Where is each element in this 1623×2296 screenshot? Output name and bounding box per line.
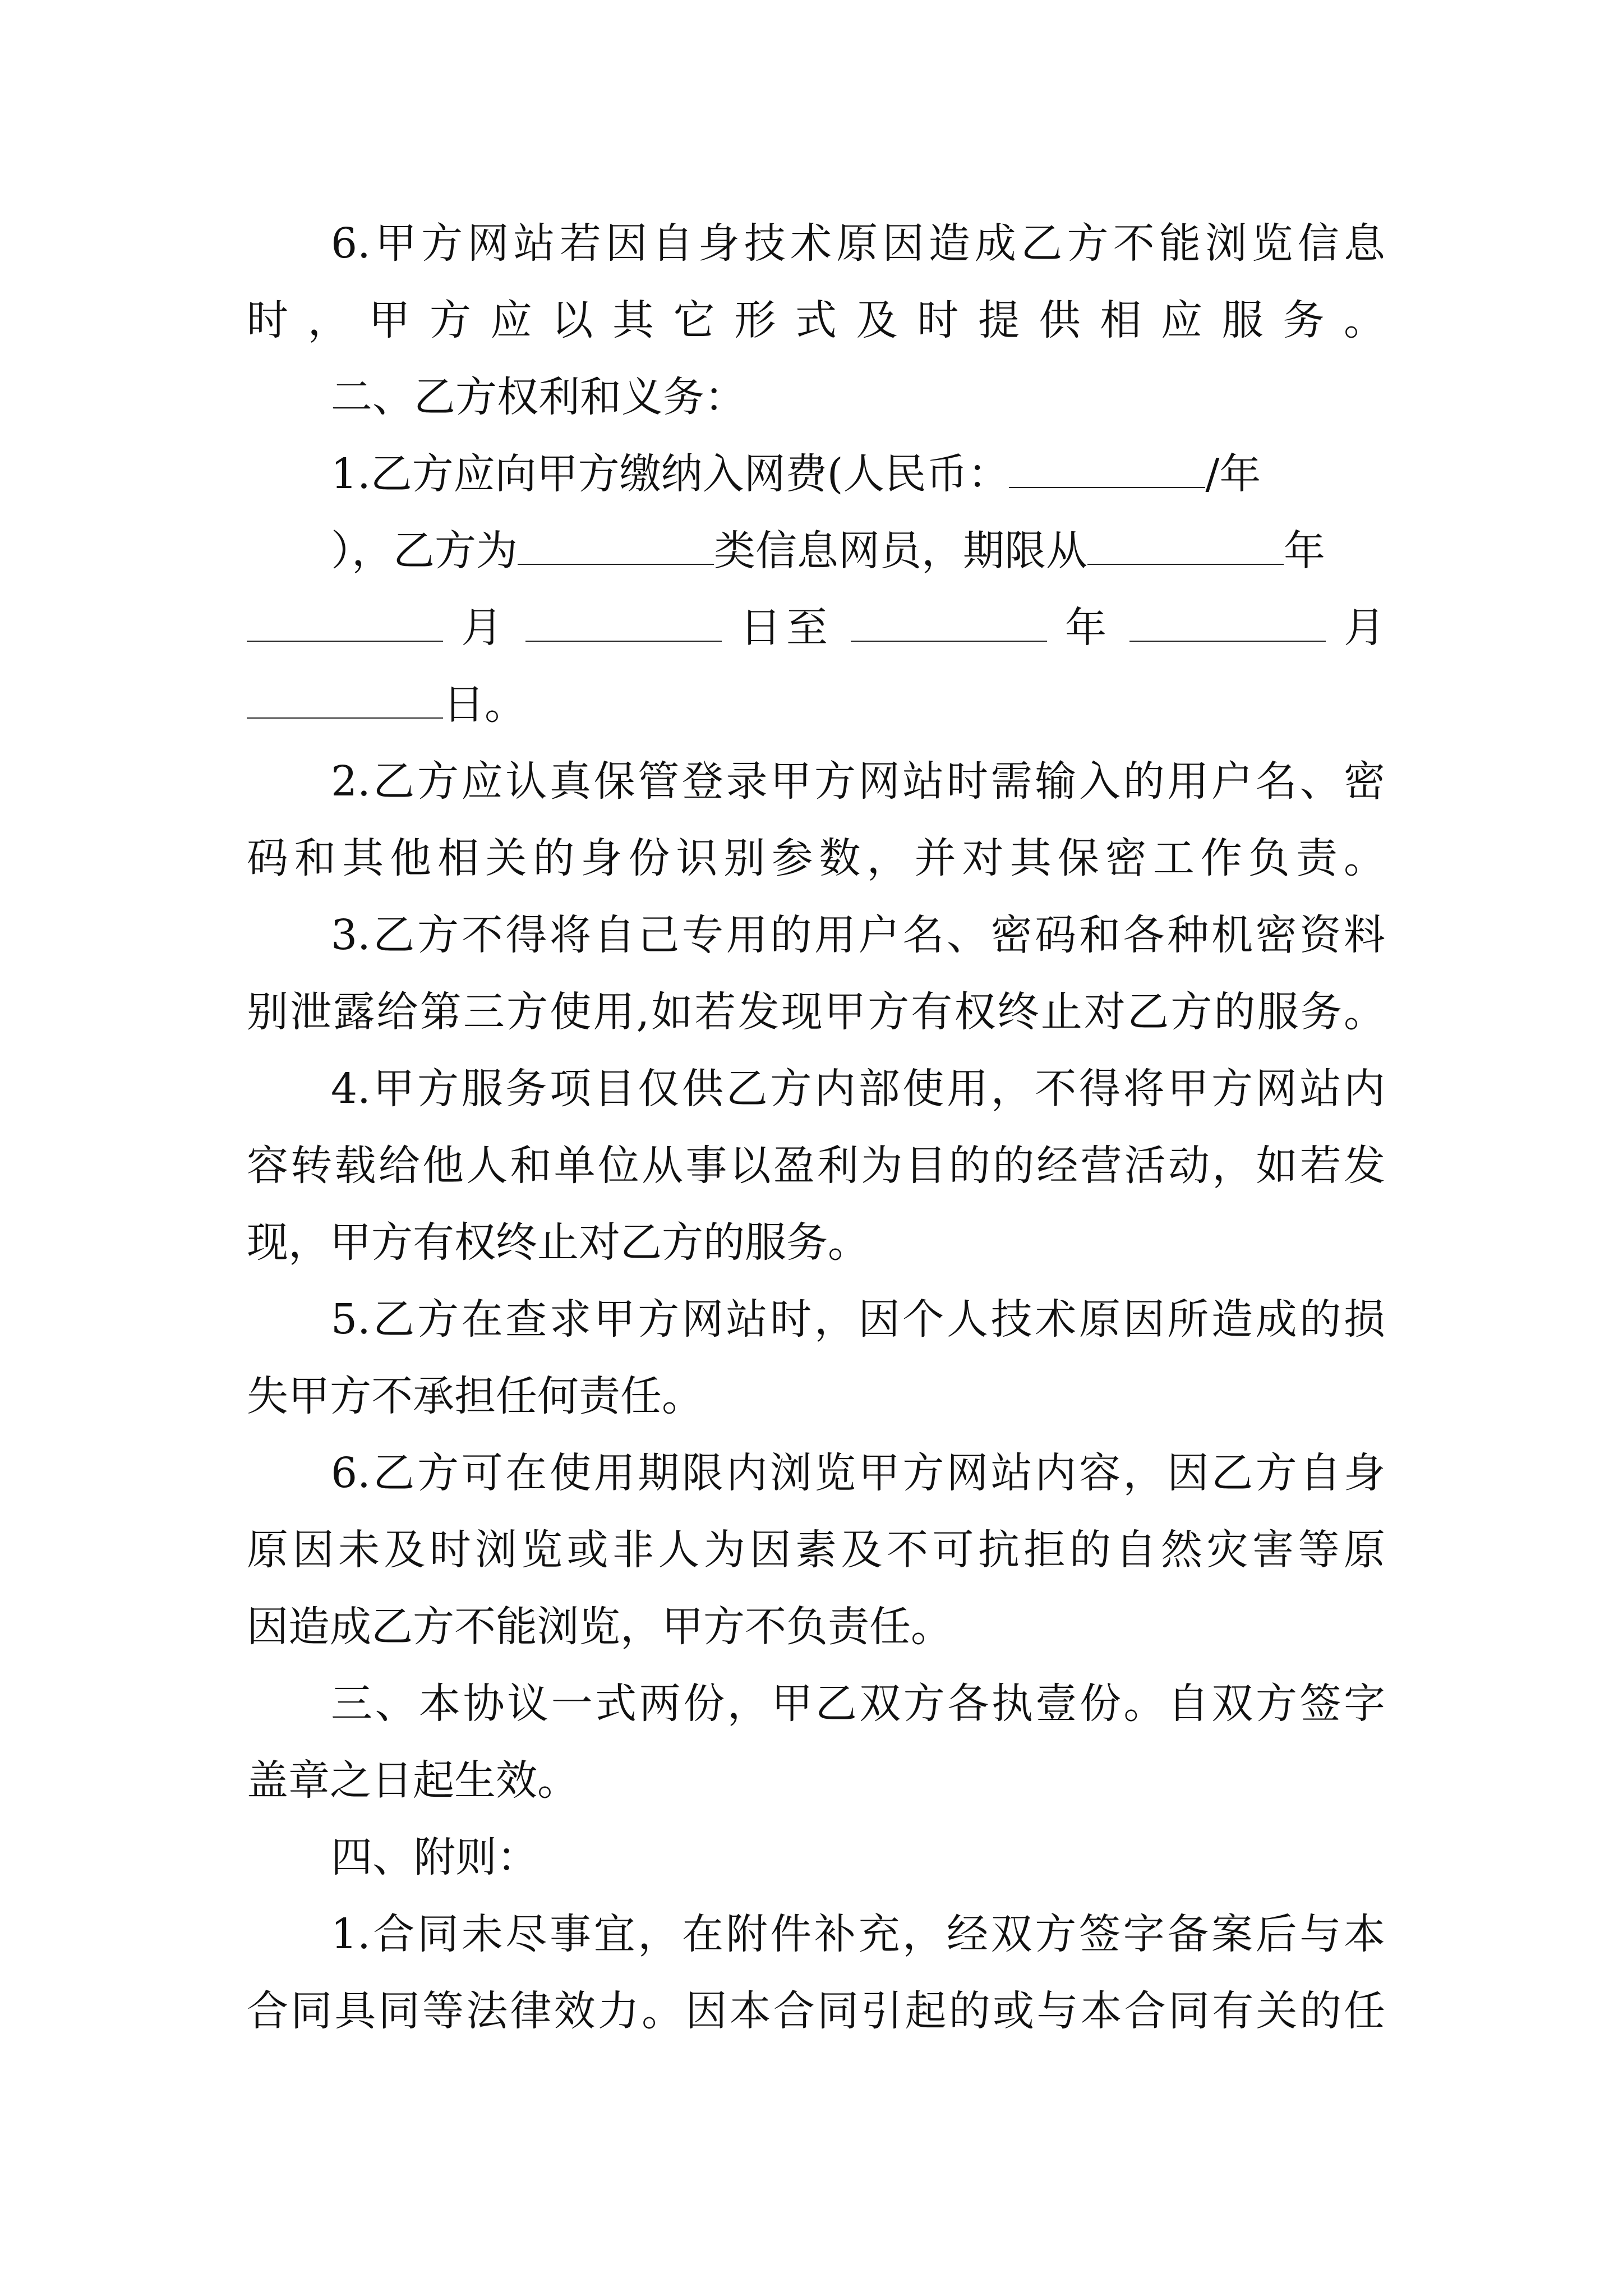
section-heading: 三、本协议一式两份，甲乙双方各执壹份。自双方签字 bbox=[331, 1680, 1385, 1728]
text-line: 2.乙方应认真保管登录甲方网站时需输入的用户名、密 bbox=[331, 757, 1385, 806]
text-line: 5.乙方在查求甲方网站时，因个人技术原因所造成的损 bbox=[331, 1295, 1385, 1343]
start-year-blank[interactable] bbox=[1087, 527, 1284, 565]
member-prefix: ），乙方为 bbox=[331, 527, 518, 575]
text-line: 盖章之日起生效。 bbox=[247, 1756, 579, 1805]
member-middle: 类信息网员，期限从 bbox=[714, 527, 1087, 575]
end-day-blank[interactable] bbox=[247, 680, 443, 719]
start-day-blank[interactable] bbox=[525, 604, 722, 642]
year-label: 年 bbox=[1064, 604, 1112, 652]
fee-blank[interactable] bbox=[1009, 450, 1205, 488]
text-line: 6.乙方可在使用期限内浏览甲方网站内容，因乙方自身 bbox=[331, 1449, 1385, 1497]
member-line bbox=[331, 523, 1325, 579]
text-line: 3.乙方不得将自己专用的用户名、密码和各种机密资料 bbox=[331, 911, 1385, 959]
text-line: 因造成乙方不能浏览，甲方不负责任。 bbox=[247, 1603, 952, 1651]
text-line: 合同具同等法律效力。因本合同引起的或与本合同有关的任 bbox=[247, 1987, 1385, 2035]
month-label: 月 bbox=[461, 604, 508, 652]
fee-label: 1.乙方应向甲方缴纳入网费(人民币： bbox=[331, 450, 1009, 498]
end-month-blank[interactable] bbox=[1129, 604, 1326, 642]
text-line: 4.甲方服务项目仅供乙方内部使用，不得将甲方网站内 bbox=[331, 1065, 1385, 1113]
text-line: 现，甲方有权终止对乙方的服务。 bbox=[247, 1218, 869, 1267]
start-month-blank[interactable] bbox=[247, 604, 443, 642]
section-heading: 二、乙方权利和义务： bbox=[331, 373, 746, 421]
member-type-blank[interactable] bbox=[518, 527, 714, 565]
text-line: 时，甲方应以其它形式及时提供相应服务。 bbox=[247, 296, 1385, 344]
text-line: 6.甲方网站若因自身技术原因造成乙方不能浏览信息 bbox=[331, 219, 1385, 268]
text-line: 1.合同未尽事宜，在附件补充，经双方签字备案后与本 bbox=[331, 1910, 1385, 1958]
text-line: 别泄露给第三方使用,如若发现甲方有权终止对乙方的服务。 bbox=[247, 988, 1385, 1036]
fee-line bbox=[331, 446, 1261, 502]
day-label: 日。 bbox=[443, 680, 526, 729]
month-label: 月 bbox=[1343, 604, 1385, 652]
text-line: 原因未及时浏览或非人为因素及不可抗拒的自然灾害等原 bbox=[247, 1526, 1385, 1574]
day-to-label: 日至 bbox=[740, 604, 833, 652]
text-line: 容转载给他人和单位从事以盈利为目的的经营活动，如若发 bbox=[247, 1142, 1385, 1190]
year-label: 年 bbox=[1284, 527, 1325, 575]
section-heading: 四、附则： bbox=[331, 1833, 538, 1881]
text-line: 失甲方不承担任何责任。 bbox=[247, 1372, 703, 1420]
fee-unit: /年 bbox=[1205, 450, 1261, 498]
end-year-blank[interactable] bbox=[851, 604, 1047, 642]
date-line bbox=[247, 600, 1385, 656]
text-line: 码和其他相关的身份识别参数，并对其保密工作负责。 bbox=[247, 834, 1385, 882]
end-day-line bbox=[247, 677, 526, 733]
